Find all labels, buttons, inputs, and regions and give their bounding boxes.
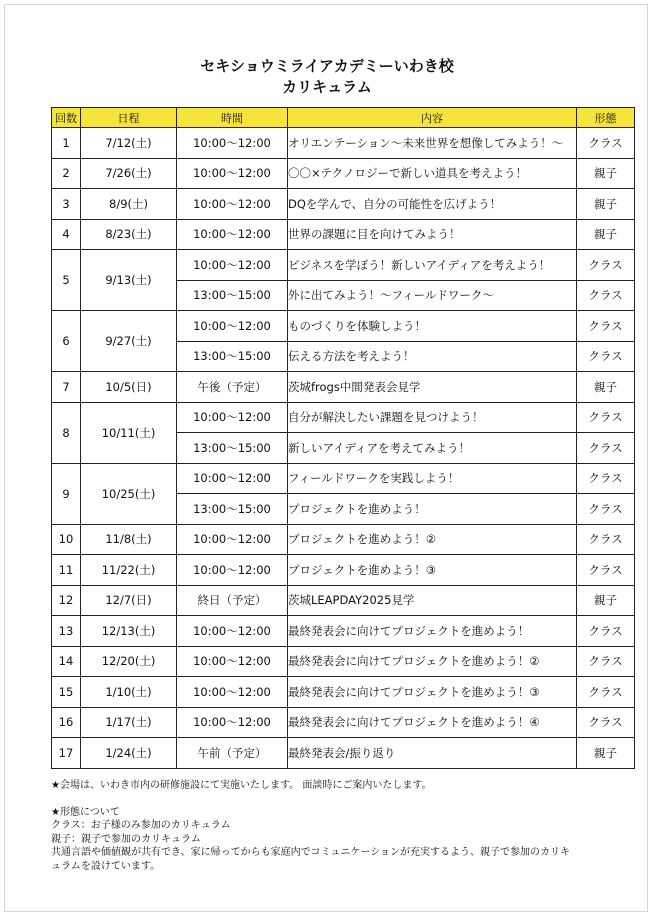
session-content: 〇〇×テクノロジーで新しい道具を考えよう！: [288, 158, 577, 189]
session-date: 12/20(土): [81, 646, 177, 677]
table-row: [52, 311, 635, 342]
session-date: 8/23(土): [81, 219, 177, 250]
session-time: 10:00〜12:00: [177, 555, 288, 586]
session-content: 新しいアイディアを考えてみよう！: [288, 433, 577, 464]
session-date: 10/11(土): [81, 402, 177, 463]
table-row: [52, 738, 635, 769]
page-title: セキショウミライアカデミーいわき校: [200, 57, 454, 75]
session-format: クラス: [577, 494, 635, 525]
session-time: 10:00〜12:00: [177, 128, 288, 159]
session-content: ものづくりを体験しよう！: [288, 311, 577, 342]
session-number: 5: [52, 250, 81, 311]
header-no: 回数: [52, 108, 81, 128]
session-format: 親子: [577, 158, 635, 189]
session-number: 7: [52, 372, 81, 403]
table-row: [52, 128, 635, 159]
session-time: 10:00〜12:00: [177, 402, 288, 433]
session-content: ビジネスを学ぼう！新しいアイディアを考えよう！: [288, 250, 577, 281]
session-number: 9: [52, 463, 81, 524]
session-time: 10:00〜12:00: [177, 463, 288, 494]
session-number: 17: [52, 738, 81, 769]
session-format: クラス: [577, 646, 635, 677]
session-content: 最終発表会に向けてプロジェクトを進めよう！③: [288, 677, 577, 708]
session-date: 1/10(土): [81, 677, 177, 708]
class-description: クラス：お子様のみ参加のカリキュラム: [51, 820, 231, 831]
notes: [51, 779, 621, 873]
session-time: 10:00〜12:00: [177, 219, 288, 250]
session-number: 14: [52, 646, 81, 677]
table-row: [52, 707, 635, 738]
session-format: 親子: [577, 189, 635, 220]
session-time: 10:00〜12:00: [177, 646, 288, 677]
session-number: 1: [52, 128, 81, 159]
format-heading: ★形態について: [51, 806, 120, 818]
session-date: 1/17(土): [81, 707, 177, 738]
session-format: 親子: [577, 738, 635, 769]
session-time: 終日（予定）: [177, 585, 288, 616]
session-content: 外に出てみよう！〜フィールドワーク〜: [288, 280, 577, 311]
session-date: 12/13(土): [81, 616, 177, 647]
table-row: [52, 158, 635, 189]
session-number: 10: [52, 524, 81, 555]
session-content: 最終発表会/振り返り: [288, 738, 577, 769]
session-time: 13:00〜15:00: [177, 433, 288, 464]
session-time: 13:00〜15:00: [177, 280, 288, 311]
session-number: 8: [52, 402, 81, 463]
session-date: 10/25(土): [81, 463, 177, 524]
table-row: [52, 219, 635, 250]
session-format: クラス: [577, 463, 635, 494]
session-content: 茨城LEAPDAY2025見学: [288, 585, 577, 616]
session-format: クラス: [577, 402, 635, 433]
session-time: 10:00〜12:00: [177, 189, 288, 220]
session-date: 12/7(日): [81, 585, 177, 616]
header-format: 形態: [577, 108, 635, 128]
session-content: プロジェクトを進めよう！②: [288, 524, 577, 555]
session-format: クラス: [577, 555, 635, 586]
session-content: 世界の課題に目を向けてみよう！: [288, 219, 577, 250]
session-content: フィールドワークを実践しよう！: [288, 463, 577, 494]
session-number: 3: [52, 189, 81, 220]
session-number: 2: [52, 158, 81, 189]
session-date: 9/27(土): [81, 311, 177, 372]
session-format: クラス: [577, 616, 635, 647]
header-time: 時間: [177, 108, 288, 128]
session-content: 最終発表会に向けてプロジェクトを進めよう！②: [288, 646, 577, 677]
session-format: 親子: [577, 372, 635, 403]
session-content: 最終発表会に向けてプロジェクトを進めよう！: [288, 616, 577, 647]
table-row: [52, 372, 635, 403]
table-row: [52, 616, 635, 647]
table-row: [52, 402, 635, 433]
session-content: DQを学んで、自分の可能性を広げよう！: [288, 189, 577, 220]
session-number: 4: [52, 219, 81, 250]
session-time: 午後（予定）: [177, 372, 288, 403]
oyako-description: 親子：親子で参加のカリキュラム: [51, 833, 201, 845]
session-number: 16: [52, 707, 81, 738]
page-subtitle: カリキュラム: [282, 78, 372, 96]
session-date: 10/5(日): [81, 372, 177, 403]
session-date: 8/9(土): [81, 189, 177, 220]
session-date: 9/13(土): [81, 250, 177, 311]
session-time: 13:00〜15:00: [177, 341, 288, 372]
session-format: クラス: [577, 280, 635, 311]
session-content: プロジェクトを進めよう！③: [288, 555, 577, 586]
table-row: [52, 250, 635, 281]
session-format: クラス: [577, 433, 635, 464]
session-format: 親子: [577, 219, 635, 250]
table-header-row: [52, 108, 635, 128]
session-number: 12: [52, 585, 81, 616]
session-content: 伝える方法を考えよう！: [288, 341, 577, 372]
table-row: [52, 677, 635, 708]
session-time: 13:00〜15:00: [177, 494, 288, 525]
session-content: 自分が解決したい課題を見つけよう！: [288, 402, 577, 433]
table-row: [52, 585, 635, 616]
header-date: 日程: [81, 108, 177, 128]
session-time: 10:00〜12:00: [177, 677, 288, 708]
session-format: クラス: [577, 128, 635, 159]
session-date: 7/26(土): [81, 158, 177, 189]
session-format: クラス: [577, 341, 635, 372]
table-row: [52, 555, 635, 586]
session-date: 1/24(土): [81, 738, 177, 769]
session-time: 10:00〜12:00: [177, 311, 288, 342]
session-format: クラス: [577, 707, 635, 738]
table-row: [52, 524, 635, 555]
session-time: 午前（予定）: [177, 738, 288, 769]
curriculum-table: [51, 107, 635, 769]
table-body: [52, 128, 635, 769]
session-time: 10:00〜12:00: [177, 616, 288, 647]
session-content: プロジェクトを進めよう！: [288, 494, 577, 525]
session-number: 6: [52, 311, 81, 372]
reason-line-1: 共通言語や価値観が共有でき、家に帰ってからも家庭内でコミュニケーションが充実するよう、親子で参加のカリキ: [51, 847, 570, 858]
session-time: 10:00〜12:00: [177, 524, 288, 555]
session-date: 11/8(土): [81, 524, 177, 555]
table-row: [52, 189, 635, 220]
header-content: 内容: [288, 108, 577, 128]
session-number: 13: [52, 616, 81, 647]
session-time: 10:00〜12:00: [177, 707, 288, 738]
session-number: 15: [52, 677, 81, 708]
session-content: オリエンテーション〜未来世界を想像してみよう！〜: [288, 128, 577, 159]
session-format: クラス: [577, 677, 635, 708]
session-time: 10:00〜12:00: [177, 158, 288, 189]
session-format: クラス: [577, 250, 635, 281]
session-time: 10:00〜12:00: [177, 250, 288, 281]
table-row: [52, 646, 635, 677]
venue-note: ★会場は、いわき市内の研修施設にて実施いたします。 面談時にご案内いたします。: [51, 780, 432, 791]
session-format: 親子: [577, 585, 635, 616]
reason-line-2: ュラムを設けています。: [51, 860, 161, 872]
session-date: 11/22(土): [81, 555, 177, 586]
session-format: クラス: [577, 311, 635, 342]
session-format: クラス: [577, 524, 635, 555]
session-date: 7/12(土): [81, 128, 177, 159]
table-row: [52, 463, 635, 494]
session-content: 最終発表会に向けてプロジェクトを進めよう！④: [288, 707, 577, 738]
session-content: 茨城frogs中間発表会見学: [288, 372, 577, 403]
session-number: 11: [52, 555, 81, 586]
